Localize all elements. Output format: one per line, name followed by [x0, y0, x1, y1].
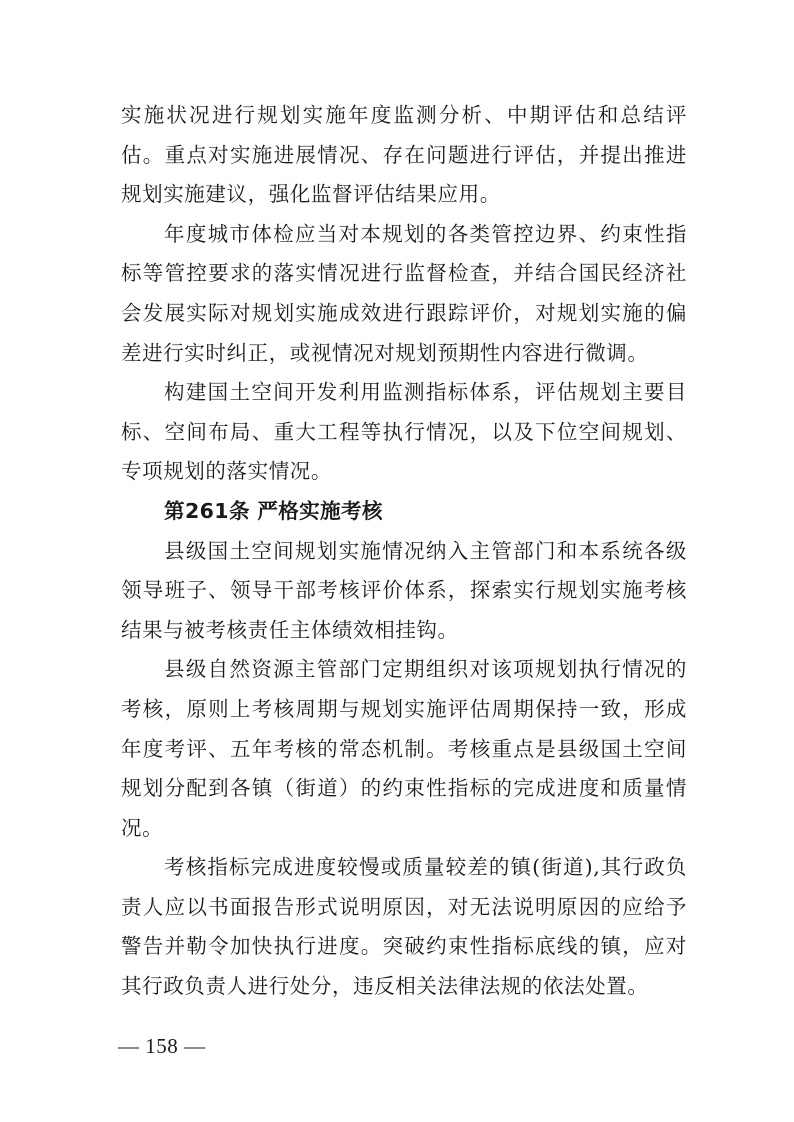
paragraph-city-checkup: 年度城市体检应当对本规划的各类管控边界、约束性指标等管控要求的落实情况进行监督检查，并结合国民经济社会发展实际对规划实施成效进行跟踪评价，对规划实施的偏差进行实时纠正，或视情况对规划预期性内容进行微调。: [121, 221, 687, 365]
paragraph-monitoring-system: 构建国土空间开发利用监测指标体系，评估规划主要目标、空间布局、重大工程等执行情况，以及下位空间规划、专项规划的落实情况。: [121, 380, 687, 484]
page-number: — 158 —: [118, 1034, 206, 1058]
section-heading: 第261条 严格实施考核: [164, 498, 383, 523]
paragraph-assessment-inclusion: 县级国土空间规划实施情况纳入主管部门和本系统各级领导班子、领导干部考核评价体系，探索实行规划实施考核结果与被考核责任主体绩效相挂钩。: [121, 538, 687, 642]
document-page: [121, 96, 687, 1007]
paragraph-periodic-assessment: 县级自然资源主管部门定期组织对该项规划执行情况的考核，原则上考核周期与规划实施评估周期保持一致，形成年度考评、五年考核的常态机制。考核重点是县级国土空间规划分配到各镇（街道）的约束性指标的完成进度和质量情况。: [121, 657, 687, 840]
paragraph-accountability: 考核指标完成进度较慢或质量较差的镇(街道),其行政负责人应以书面报告形式说明原因，对无法说明原因的应给予警告并勒令加快执行进度。突破约束性指标底线的镇，应对其行政负责人进行处分，违反相关法律法规的依法处置。: [121, 855, 687, 999]
paragraph-continuation: 实施状况进行规划实施年度监测分析、中期评估和总结评估。重点对实施进展情况、存在问题进行评估，并提出推进规划实施建议，强化监督评估结果应用。: [121, 103, 687, 207]
